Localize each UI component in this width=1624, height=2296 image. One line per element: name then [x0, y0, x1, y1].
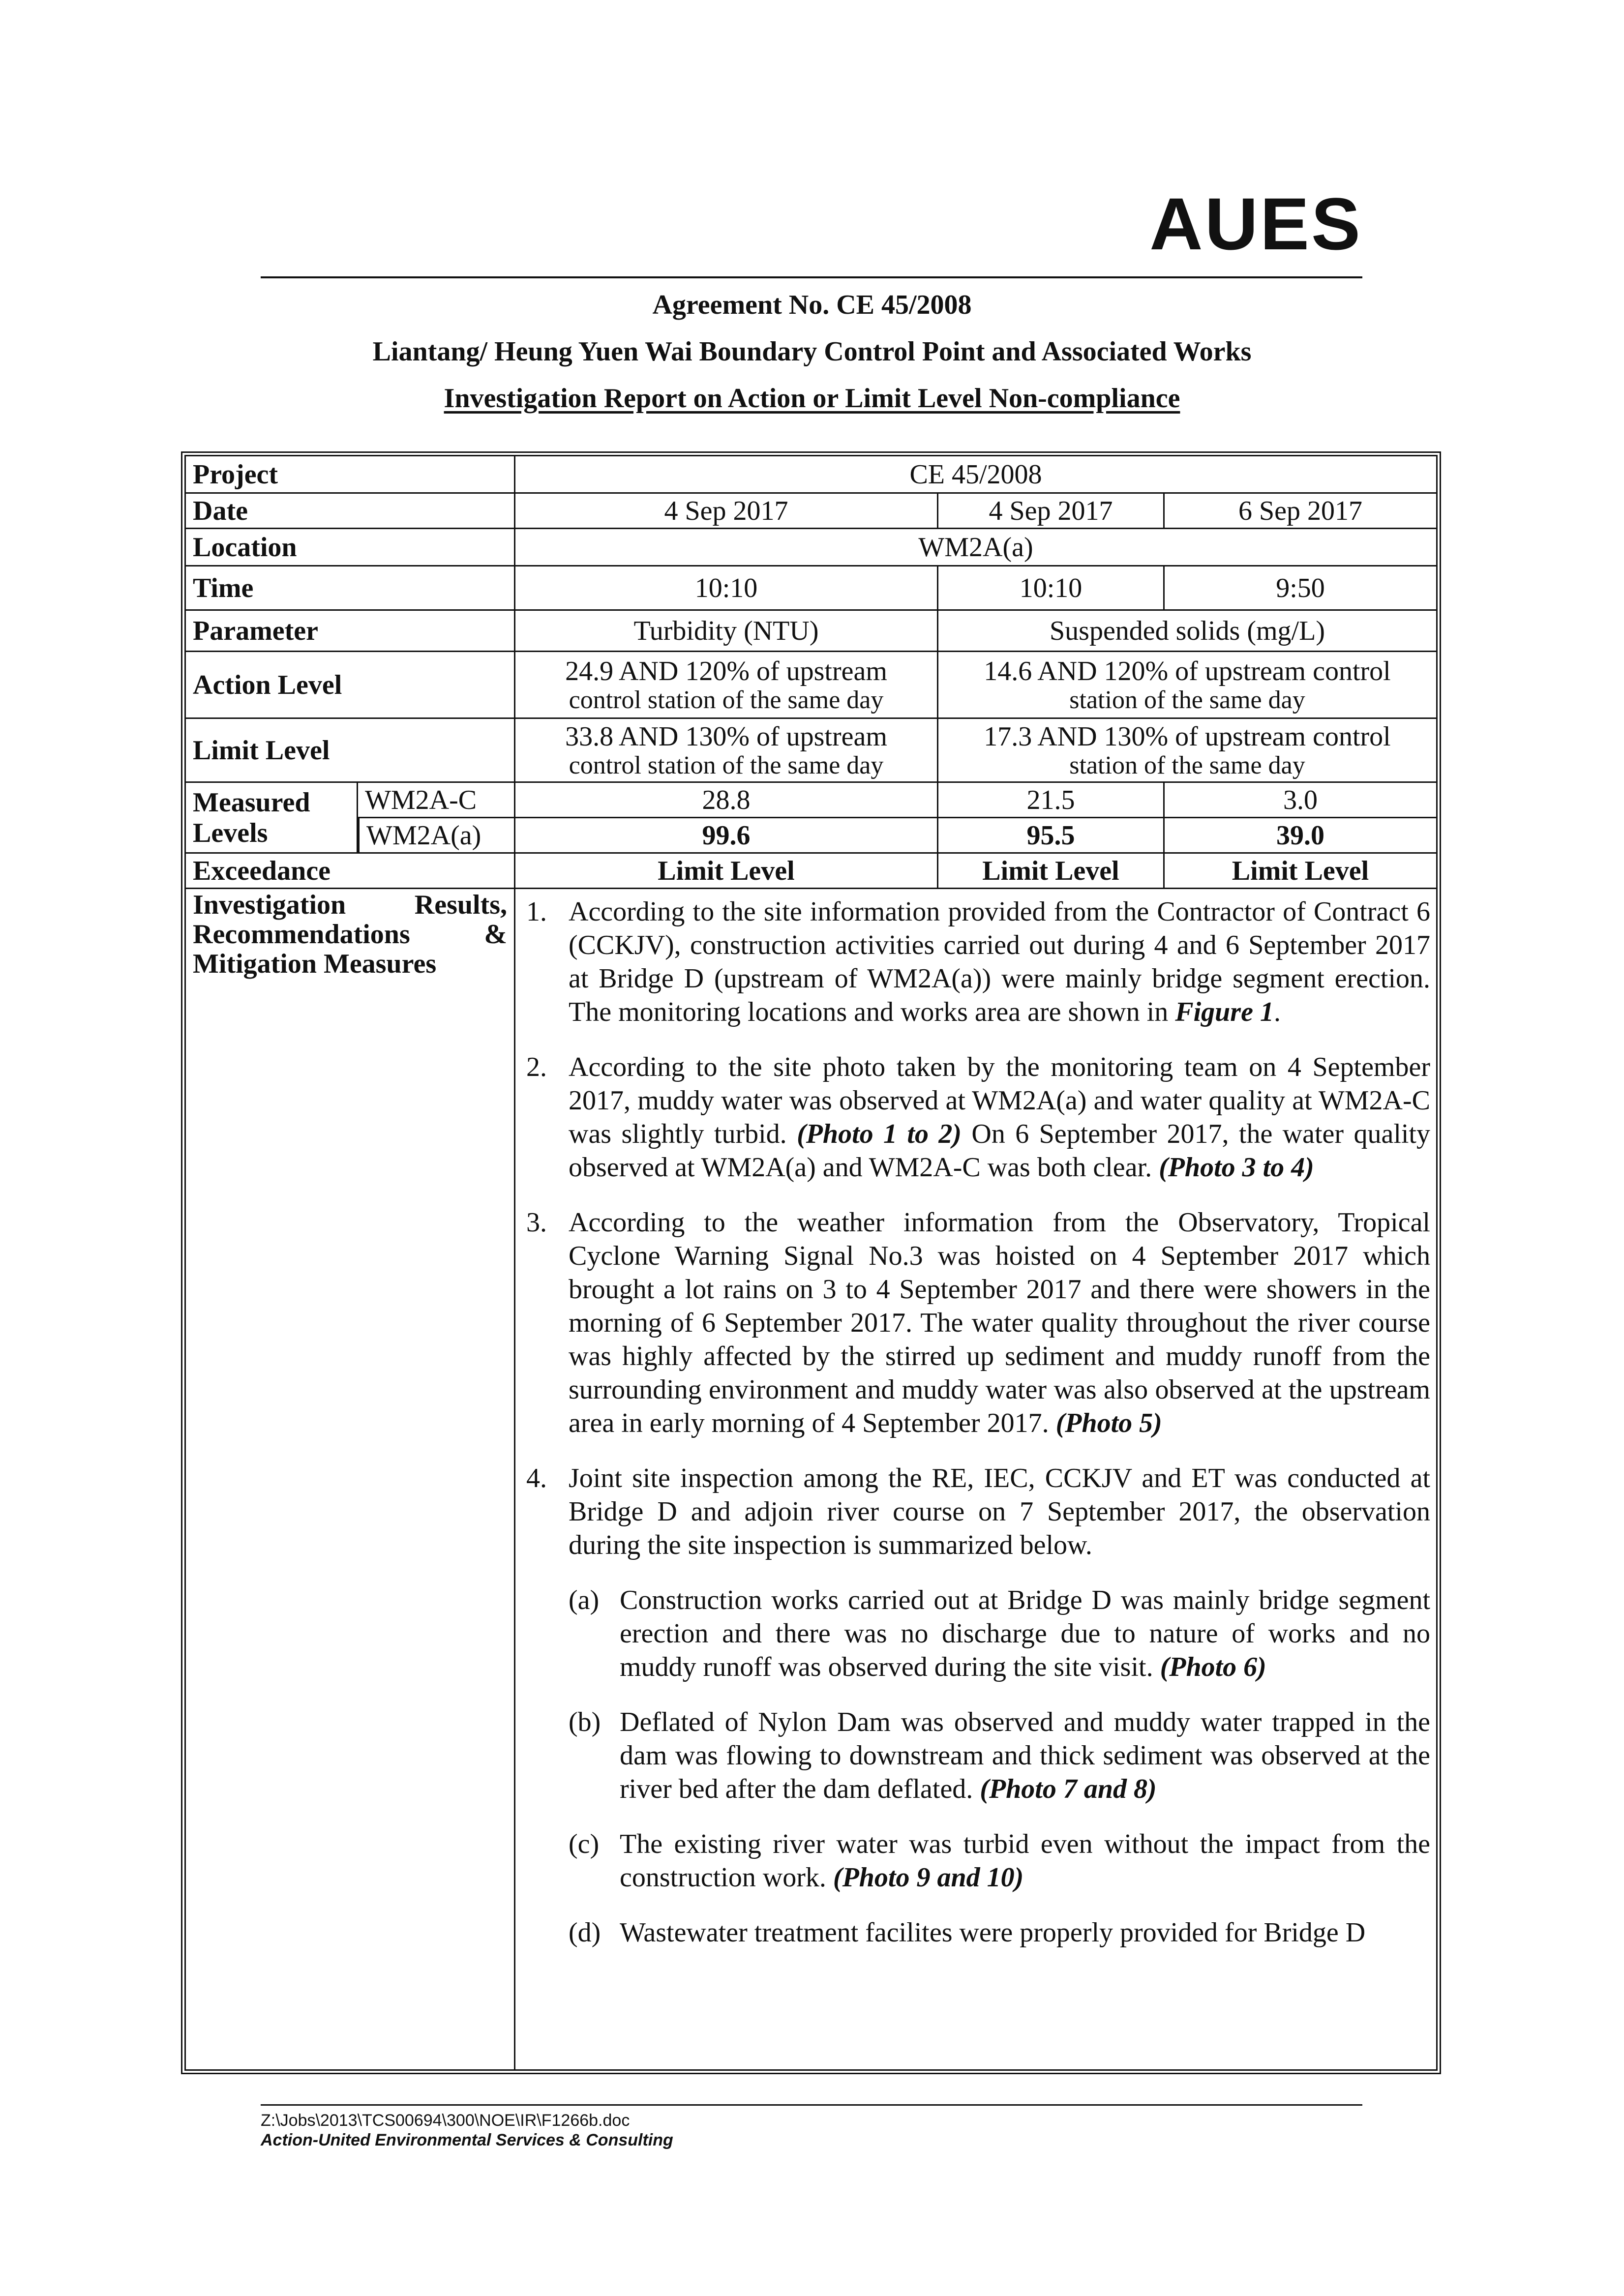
item-tail: . [1273, 997, 1281, 1027]
photo-reference: (Photo 7 and 8) [980, 1774, 1157, 1804]
list-item [516, 1206, 1430, 1440]
sub-item-text: Wastewater treatment facilites were properly provided for Bridge D [620, 1917, 1366, 1948]
action-level-turbidity-line2: control station of the same day [569, 686, 884, 714]
list-item [516, 1050, 1430, 1184]
location-value: WM2A(a) [515, 529, 1436, 567]
limit-level-ss-line1: 17.3 AND 130% of upstream control [984, 721, 1391, 752]
item-text: According to the site photo taken by the monitoring team on 4 September 2017, muddy water was observed at WM2A(a) and water quality at WM2A-C was slightly turbid. [569, 1052, 1430, 1149]
sub-item-letter: (c) [569, 1829, 600, 1859]
sub-item-letter: (b) [569, 1707, 601, 1737]
parameter-turbidity: Turbidity (NTU) [515, 611, 938, 652]
agreement-number: Agreement No. CE 45/2008 [652, 290, 972, 320]
sub-list-item [569, 1583, 1430, 1684]
sub-list-item [569, 1827, 1430, 1894]
wm2a-c-turbidity: 28.8 [515, 783, 938, 818]
date-value-1: 4 Sep 2017 [515, 494, 938, 529]
exceedance-value-2: Limit Level [938, 854, 1165, 889]
investigation-label-row2 [193, 920, 507, 949]
wm2a-a-ss-2: 39.0 [1165, 818, 1436, 854]
action-level-turbidity [515, 652, 938, 719]
report-table [181, 451, 1441, 2074]
project-value: CE 45/2008 [515, 456, 1436, 494]
action-level-label: Action Level [186, 652, 515, 719]
photo-reference: (Photo 3 to 4) [1159, 1152, 1314, 1183]
wm2a-a-turbidity: 99.6 [515, 818, 938, 854]
project-label: Project [186, 456, 515, 494]
limit-level-turbidity-line2: control station of the same day [569, 751, 884, 779]
list-item [516, 1461, 1430, 1562]
file-path: Z:\Jobs\2013\TCS00694\300\NOE\IR\F1266b.doc [261, 2111, 630, 2130]
measured-label-line2: Levels [193, 817, 268, 848]
exceedance-label: Exceedance [186, 854, 515, 889]
action-level-ss-line2: station of the same day [1069, 686, 1305, 714]
wm2a-a-ss-1: 95.5 [938, 818, 1165, 854]
item-number: 3. [526, 1207, 547, 1238]
sub-list-item [569, 1916, 1430, 1949]
footer [261, 2111, 673, 2150]
photo-reference: (Photo 9 and 10) [833, 1862, 1024, 1893]
station-wm2a-c: WM2A-C [358, 783, 515, 818]
photo-reference: (Photo 5) [1055, 1408, 1162, 1438]
measured-label-line1: Measured [193, 787, 310, 818]
investigation-label-row1 [193, 890, 507, 920]
action-level-turbidity-line1: 24.9 AND 120% of upstream [565, 656, 887, 686]
investigation-content [516, 895, 1430, 1949]
figure-reference: Figure 1 [1175, 997, 1274, 1027]
location-label: Location [186, 529, 515, 567]
measured-levels-label [186, 783, 358, 854]
report-title: Investigation Report on Action or Limit Level Non-compliance [444, 383, 1180, 414]
sub-item-letter: (d) [569, 1917, 601, 1948]
item-number: 1. [526, 896, 547, 927]
investigation-label [186, 889, 515, 2069]
aues-logo: AUES [1149, 182, 1362, 265]
limit-level-label: Limit Level [186, 719, 515, 783]
time-value-1: 10:10 [515, 567, 938, 611]
action-level-ss [938, 652, 1436, 719]
date-value-2: 4 Sep 2017 [938, 494, 1165, 529]
date-label: Date [186, 494, 515, 529]
investigation-label-word1: Investigation [193, 890, 346, 920]
parameter-label: Parameter [186, 611, 515, 652]
item-text: According to the weather information from the Observatory, Tropical Cyclone Warning Signal No.3 was hoisted on 4 September 2017 which brought a lot rains on 3 to 4 September 2017 and there were showers in the morning of 6 September 2017. The water quality throughout the river course was highly affected by the stirred up sediment and muddy runoff from the surrounding environment and muddy water was also observed at the upstream area in early morning of 4 September 2017. [569, 1207, 1430, 1438]
wm2a-c-ss-1: 21.5 [938, 783, 1165, 818]
item-text: According to the site information provided from the Contractor of Contract 6 (CCKJV), construction activities carried out during 4 and 6 September 2017 at Bridge D (upstream of WM2A(a)) were mainly bridge segment erection. The monitoring locations and works area are shown in [569, 896, 1430, 1027]
time-label: Time [186, 567, 515, 611]
photo-reference: (Photo 1 to 2) [797, 1119, 962, 1149]
time-value-2: 10:10 [938, 567, 1165, 611]
project-name: Liantang/ Heung Yuen Wai Boundary Control Point and Associated Works [372, 336, 1252, 367]
company-name: Action-United Environmental Services & Consulting [261, 2131, 673, 2149]
investigation-label-word2: Results, [414, 890, 507, 920]
sub-item-text: The existing river water was turbid even without the impact from the construction work. [620, 1829, 1430, 1893]
limit-level-turbidity-line1: 33.8 AND 130% of upstream [565, 721, 887, 752]
time-value-3: 9:50 [1165, 567, 1436, 611]
sub-item-text: Deflated of Nylon Dam was observed and muddy water trapped in the dam was flowing to downstream and thick sediment was observed at the river bed after the dam deflated. [620, 1707, 1430, 1804]
action-level-ss-line1: 14.6 AND 120% of upstream control [984, 656, 1391, 686]
exceedance-value-3: Limit Level [1165, 854, 1436, 889]
investigation-label-word3: Recommendations [193, 919, 410, 950]
list-item [516, 895, 1430, 1029]
item-text-cont: On 6 September 2017, the water quality observed at WM2A(a) and WM2A-C was both clear. [569, 1119, 1430, 1183]
limit-level-turbidity [515, 719, 938, 783]
limit-level-ss-line2: station of the same day [1069, 751, 1305, 779]
exceedance-value-1: Limit Level [515, 854, 938, 889]
header-rule [261, 276, 1362, 278]
sub-list-item [569, 1705, 1430, 1806]
investigation-label-row3: Mitigation Measures [193, 949, 437, 979]
item-number: 2. [526, 1052, 547, 1082]
station-wm2a-a: WM2A(a) [358, 818, 515, 854]
date-value-3: 6 Sep 2017 [1165, 494, 1436, 529]
footer-rule [261, 2104, 1362, 2106]
wm2a-c-ss-2: 3.0 [1165, 783, 1436, 818]
parameter-suspended-solids: Suspended solids (mg/L) [938, 611, 1436, 652]
sub-item-text: Construction works carried out at Bridge D was mainly bridge segment erection and there was no discharge due to nature of works and no muddy runoff was observed during the site visit. [620, 1585, 1430, 1682]
investigation-label-word4: & [484, 919, 507, 950]
limit-level-ss [938, 719, 1436, 783]
sub-item-letter: (a) [569, 1585, 600, 1615]
photo-reference: (Photo 6) [1160, 1652, 1266, 1682]
item-number: 4. [526, 1463, 547, 1493]
item-text: Joint site inspection among the RE, IEC, CCKJV and ET was conducted at Bridge D and adjoin river course on 7 September 2017, the observation during the site inspection is summarized below. [569, 1463, 1430, 1560]
